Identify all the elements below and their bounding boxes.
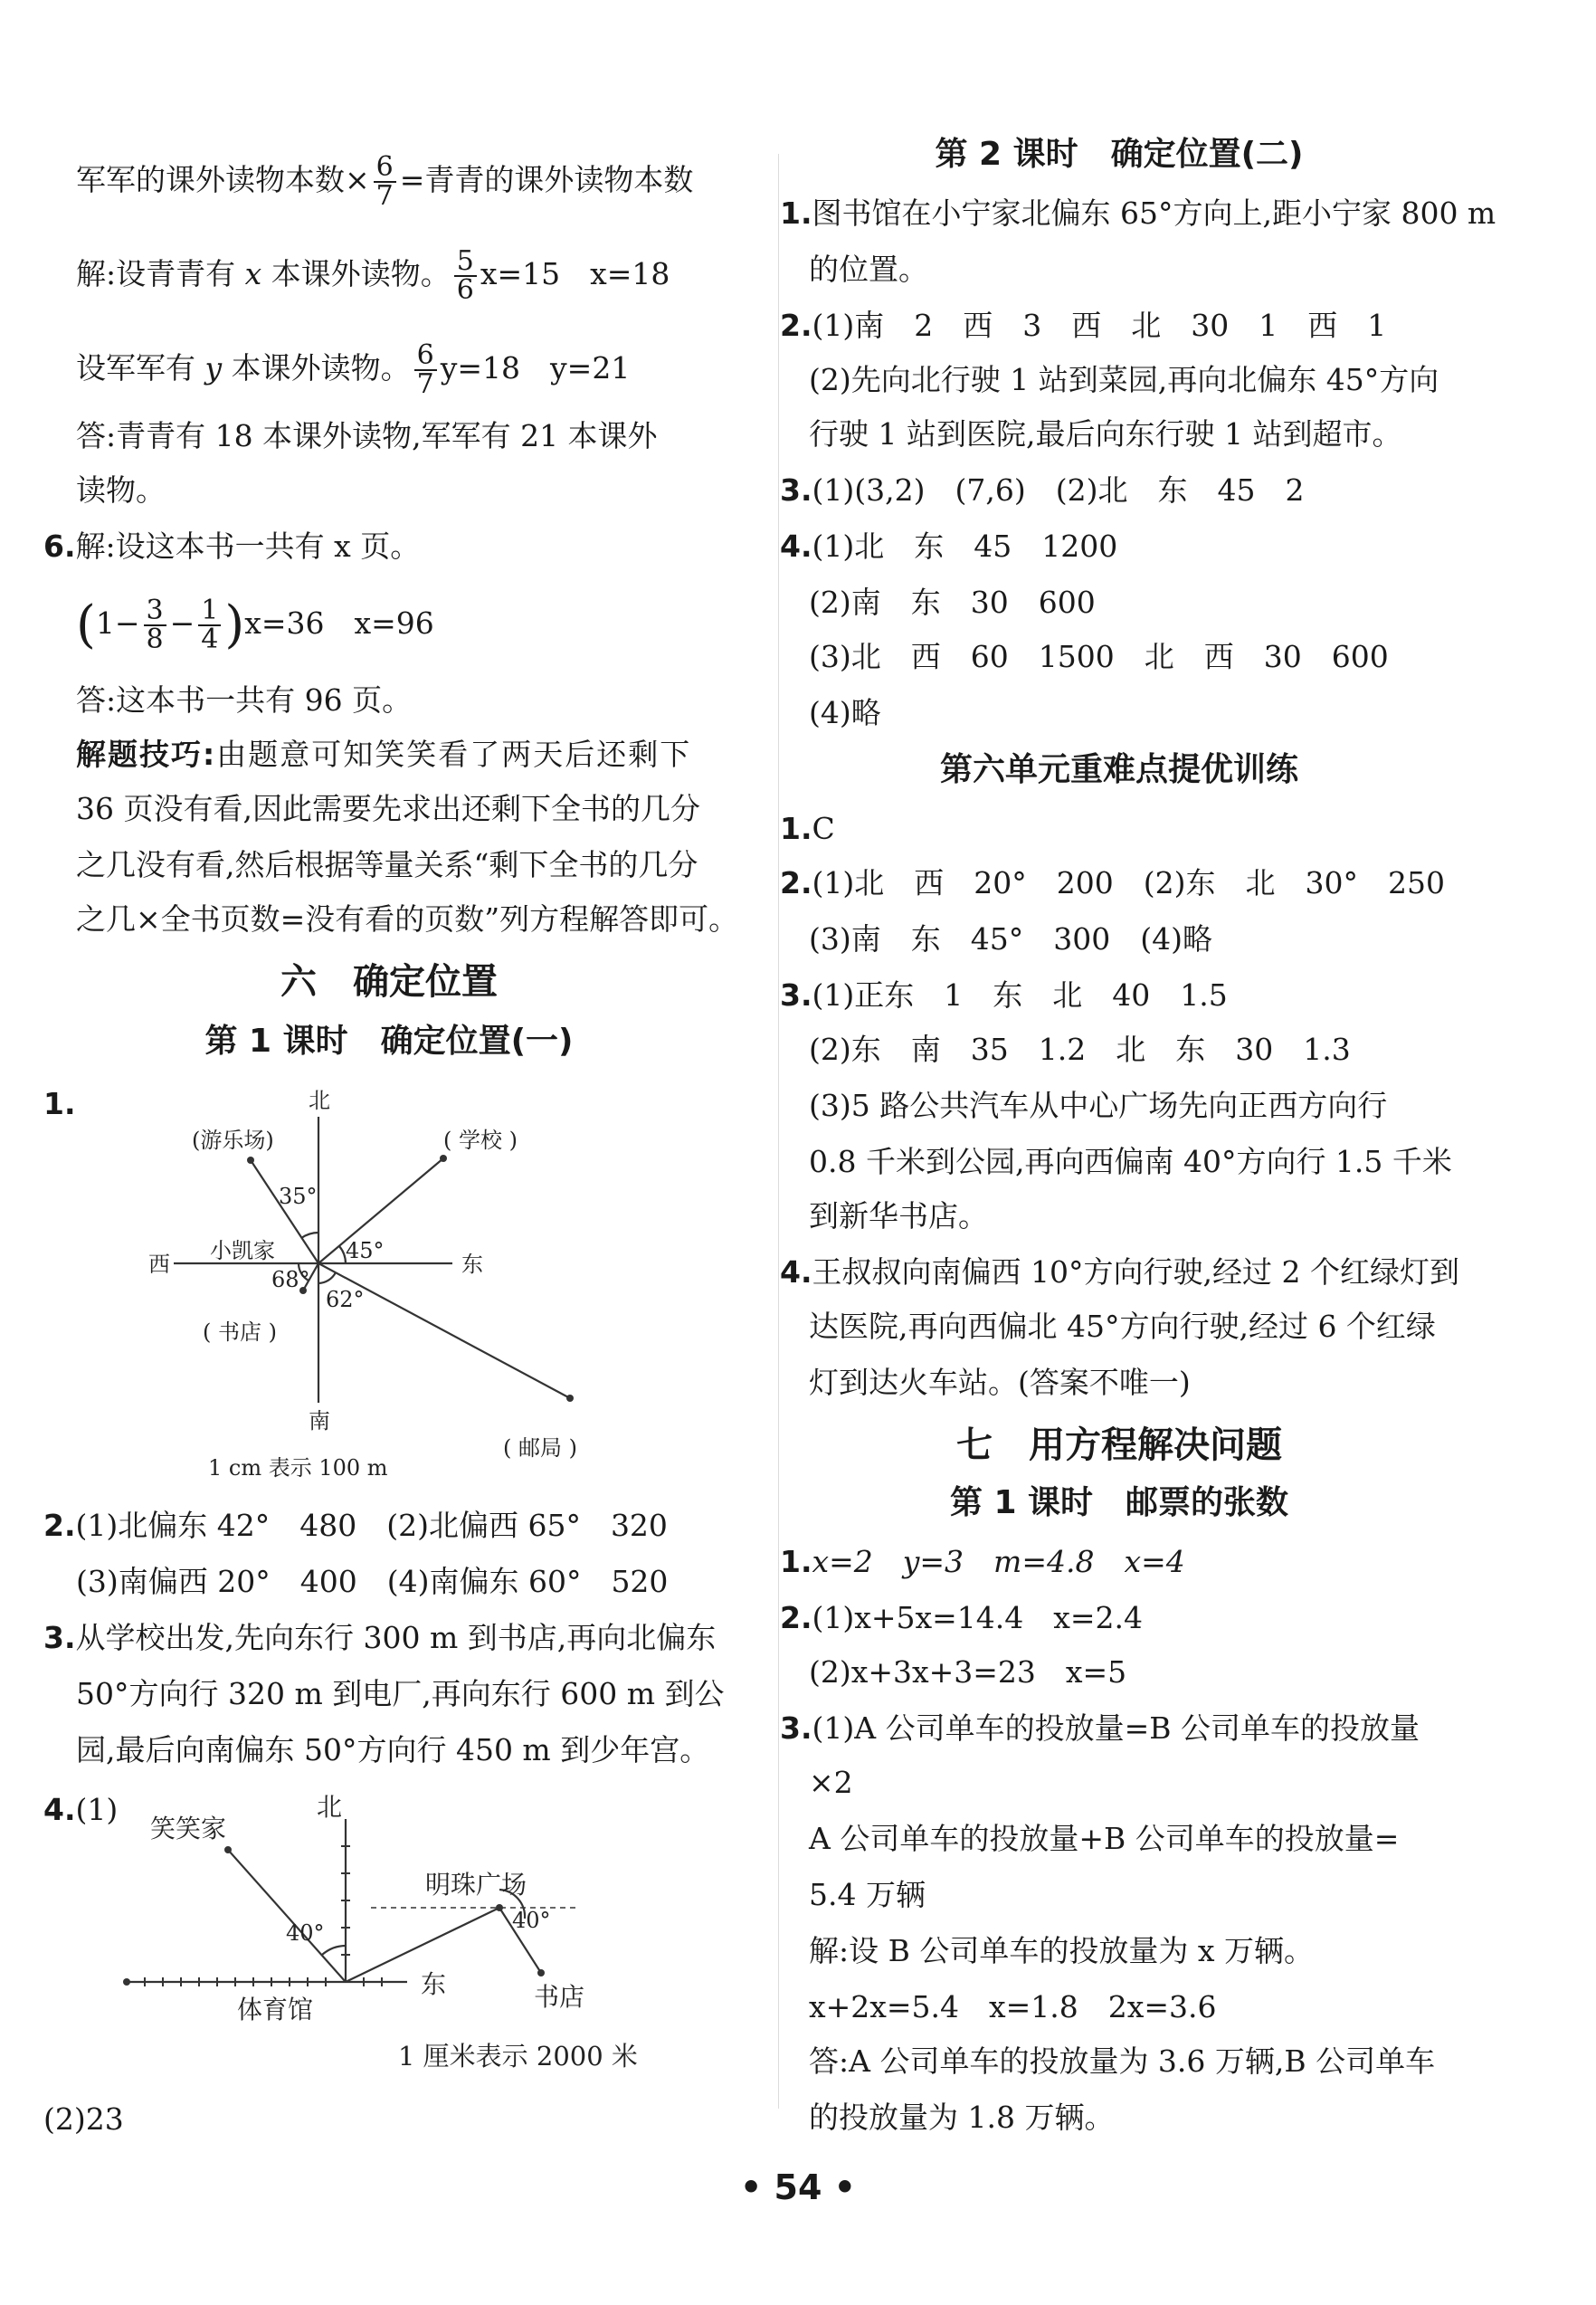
label-angle-40: 40° xyxy=(512,1908,551,1933)
question-number: 3. xyxy=(780,1710,812,1746)
question-number: 1. xyxy=(43,1086,76,1121)
review-question-4: 4.王叔叔向南偏西 10°方向行驶,经过 2 个红绿灯到 xyxy=(780,1254,1459,1290)
text-line: 设军军有 y 本课外读物。 $\frac{6}{7}$ y=18 y=21 xyxy=(76,339,631,400)
label-angle-45: 45° xyxy=(346,1238,385,1263)
question-number: 1. xyxy=(780,195,812,231)
angle-arc xyxy=(322,1946,346,1955)
text-line: (4)略 xyxy=(809,695,881,730)
question-4: 4.(1)北 东 45 1200 xyxy=(780,529,1118,564)
question-2: 2.(1)南 2 西 3 西 北 30 1 西 1 xyxy=(780,308,1387,343)
question-1: 1.图书馆在小宁家北偏东 65°方向上,距小宁家 800 m xyxy=(780,195,1496,231)
fraction: $\frac{6}{7}$ xyxy=(414,342,437,398)
question-number: 3. xyxy=(780,472,812,508)
question-2: 2.(1)北偏东 42° 480 (2)北偏西 65° 320 xyxy=(43,1508,668,1543)
direction-diagram-4 xyxy=(109,1792,670,2081)
label-angle-35: 35° xyxy=(279,1184,318,1209)
question-6: 6.解:设这本书一共有 x 页。 xyxy=(43,529,421,564)
question-3: 3.从学校出发,先向东行 300 m 到书店,再向北偏东 xyxy=(43,1620,717,1655)
fraction: $\frac{3}{8}$ xyxy=(144,597,166,653)
question-number: 3. xyxy=(43,1620,76,1655)
label-scale: 1 cm 表示 100 m xyxy=(208,1455,388,1481)
text-line: 5.4 万辆 xyxy=(809,1877,926,1912)
tip-line: 解题技巧:由题意可知笑笑看了两天后还剩下 xyxy=(76,737,692,772)
point-school xyxy=(440,1155,447,1162)
lesson-title: 第 1 课时 确定位置(一) xyxy=(204,1023,574,1060)
label-angle-40: 40° xyxy=(286,1920,325,1946)
label-home: 小凯家 xyxy=(210,1238,275,1263)
label-gym: 体育馆 xyxy=(237,1995,314,2024)
label-bookstore: ( 书店 ) xyxy=(203,1319,277,1345)
text-line: 行驶 1 站到医院,最后向东行驶 1 站到超市。 xyxy=(809,416,1402,452)
point-park xyxy=(247,1157,254,1164)
question-number: 4. xyxy=(780,529,812,564)
label-west: 西 xyxy=(148,1252,170,1277)
question-number: 1. xyxy=(780,1544,812,1579)
ray-to-xiaoxiao xyxy=(228,1850,346,1982)
direction-diagram-1 xyxy=(136,1086,642,1493)
text-line: 到新华书店。 xyxy=(809,1198,988,1233)
point-mingzhu xyxy=(496,1904,503,1911)
text-line: (2)东 南 35 1.2 北 东 30 1.3 xyxy=(809,1032,1351,1067)
text-line: 解:设 B 公司单车的投放量为 x 万辆。 xyxy=(809,1933,1314,1968)
question-1: 1.x=2 y=3 m=4.8 x=4 xyxy=(780,1544,1185,1579)
text-line: 0.8 千米到公园,再向西偏南 40°方向行 1.5 千米 xyxy=(809,1144,1452,1179)
page-number: • 54 • xyxy=(740,2167,856,2207)
point-post xyxy=(566,1395,574,1402)
text-line: 园,最后向南偏东 50°方向行 450 m 到少年宫。 xyxy=(76,1732,710,1767)
equation-line: (1− $\frac{3}{8}$ − $\frac{1}{4}$ )x=36 x=96 xyxy=(76,595,434,655)
point-bookstore xyxy=(537,1969,545,1976)
question-number: 2. xyxy=(780,865,812,900)
tip-line: 之几没有看,然后根据等量关系“剩下全书的几分 xyxy=(76,847,698,882)
question-4: 4.(1) xyxy=(43,1792,119,1827)
text-line: (3)5 路公共汽车从中心广场先向正西方向行 xyxy=(809,1088,1388,1123)
fraction: $\frac{6}{7}$ xyxy=(374,154,396,210)
label-north: 北 xyxy=(317,1792,343,1822)
label-north: 北 xyxy=(309,1088,330,1113)
text-line: 灯到达火车站。(答案不唯一) xyxy=(809,1365,1191,1400)
ray-to-post xyxy=(318,1263,570,1398)
tip-label: 解题技巧: xyxy=(76,737,217,772)
text-line: A 公司单车的投放量+B 公司单车的投放量= xyxy=(809,1821,1400,1856)
label-post: ( 邮局 ) xyxy=(503,1435,577,1461)
question-number: 3. xyxy=(780,977,812,1013)
label-xiaoxiao: 笑笑家 xyxy=(150,1814,227,1843)
review-question-3: 3.(1)正东 1 东 北 40 1.5 xyxy=(780,977,1228,1013)
text-line: (3)南 东 45° 300 (4)略 xyxy=(809,921,1212,957)
column-divider xyxy=(778,154,779,2109)
text-line: 读物。 xyxy=(76,472,166,508)
question-number: 6. xyxy=(43,529,76,564)
question-number: 2. xyxy=(43,1508,76,1543)
fraction: $\frac{1}{4}$ xyxy=(198,597,221,653)
text-line: 解:设青青有 x 本课外读物。 $\frac{5}{6}$ x=15 x=18 xyxy=(76,245,670,306)
tip-line: 36 页没有看,因此需要先求出还剩下全书的几分 xyxy=(76,791,700,826)
text-line: 50°方向行 320 m 到电厂,再向东行 600 m 到公 xyxy=(76,1676,725,1711)
question-number: 1. xyxy=(780,811,812,846)
question-2: 2.(1)x+5x=14.4 x=2.4 xyxy=(780,1600,1143,1635)
text-line: 的位置。 xyxy=(809,252,928,287)
label-south: 南 xyxy=(309,1408,330,1433)
text-line: (2)x+3x+3=23 x=5 xyxy=(809,1654,1127,1690)
label-east: 东 xyxy=(421,1969,447,1999)
angle-arc xyxy=(301,1233,318,1238)
unit-title: 六 确定位置 xyxy=(280,961,498,1003)
text-line: 答:这本书一共有 96 页。 xyxy=(76,682,413,718)
text-line: 的投放量为 1.8 万辆。 xyxy=(809,2100,1115,2135)
text-line: (3)北 西 60 1500 北 西 30 600 xyxy=(809,639,1389,674)
question-number: 4. xyxy=(43,1792,76,1827)
lesson-title: 第 2 课时 确定位置(二) xyxy=(935,136,1304,173)
text-line: 达医院,再向西偏北 45°方向行驶,经过 6 个红绿 xyxy=(809,1309,1436,1344)
label-bookstore: 书店 xyxy=(534,1982,585,2012)
question-number: 2. xyxy=(780,308,812,343)
text-line: ×2 xyxy=(809,1765,853,1800)
label-park: (游乐场) xyxy=(192,1128,274,1153)
label-angle-68: 68° xyxy=(271,1267,310,1292)
label-east: 东 xyxy=(461,1252,483,1277)
text-line: x+2x=5.4 x=1.8 2x=3.6 xyxy=(809,1989,1217,2024)
label-scale: 1 厘米表示 2000 米 xyxy=(398,2041,638,2072)
angle-arc xyxy=(339,1246,346,1263)
text-line: 答:A 公司单车的投放量为 3.6 万辆,B 公司单车 xyxy=(809,2043,1436,2079)
label-school: ( 学校 ) xyxy=(443,1128,518,1153)
text-line: 军军的课外读物本数× $\frac{6}{7}$ =青青的课外读物本数 xyxy=(76,151,694,212)
question-number: 2. xyxy=(780,1600,812,1635)
axis-end xyxy=(123,1978,130,1986)
angle-arc xyxy=(318,1272,336,1283)
text-line: (2)南 东 30 600 xyxy=(809,585,1096,620)
review-question-2: 2.(1)北 西 20° 200 (2)东 北 30° 250 xyxy=(780,865,1445,900)
text-line: (2)先向北行驶 1 站到菜园,再向北偏东 45°方向 xyxy=(809,362,1439,397)
unit-title: 七 用方程解决问题 xyxy=(956,1424,1282,1466)
tip-line: 之几×全书页数=没有看的页数”列方程解答即可。 xyxy=(76,901,739,937)
label-mingzhu: 明珠广场 xyxy=(425,1870,527,1900)
label-angle-62: 62° xyxy=(326,1287,365,1312)
point-xiaoxiao xyxy=(224,1846,232,1853)
review-question-1: 1.C xyxy=(780,811,835,846)
text-line: (3)南偏西 20° 400 (4)南偏东 60° 520 xyxy=(76,1564,669,1599)
question-number: 4. xyxy=(780,1254,812,1290)
fraction: $\frac{5}{6}$ xyxy=(454,248,477,304)
section-title: 第六单元重难点提优训练 xyxy=(939,751,1298,788)
question-3: 3.(1)(3,2) (7,6) (2)北 东 45 2 xyxy=(780,472,1305,508)
question-3: 3.(1)A 公司单车的投放量=B 公司单车的投放量 xyxy=(780,1710,1420,1746)
text-line: 答:青青有 18 本课外读物,军军有 21 本课外 xyxy=(76,418,658,453)
lesson-title: 第 1 课时 邮票的张数 xyxy=(949,1484,1289,1521)
text-line: (2)23 xyxy=(43,2101,124,2137)
